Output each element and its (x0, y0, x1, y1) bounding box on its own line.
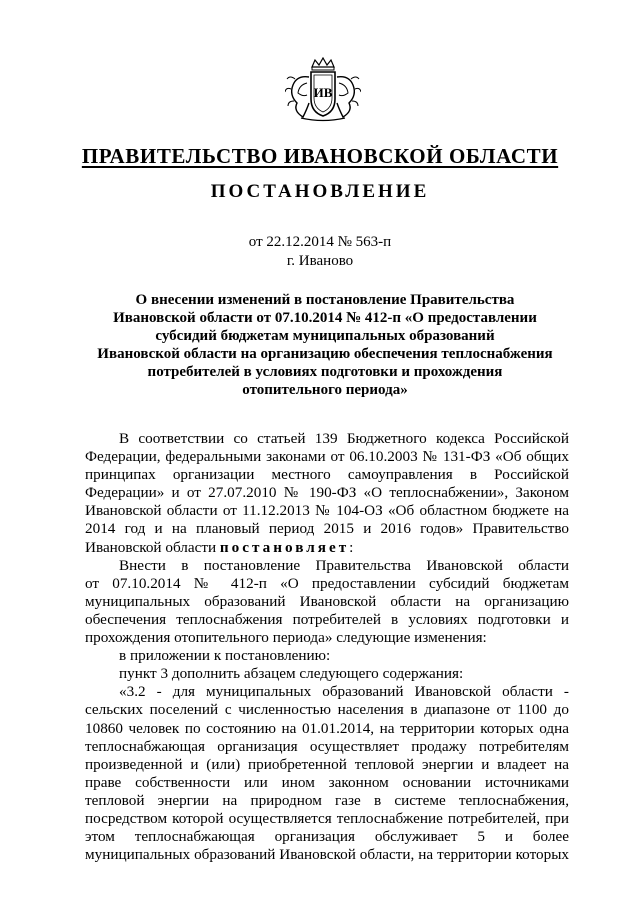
body-line: 2014 год и на плановый период 2015 и 2016 годов» Правительство (85, 520, 569, 538)
document-subject (90, 291, 560, 400)
body-line: обеспечения теплоснабжения потребителей в условиях подготовки и (85, 610, 569, 628)
subject-line: субсидий бюджетам муниципальных образований (155, 328, 495, 345)
preamble-last-prefix: Ивановской области (85, 538, 220, 556)
body-line: муниципальных образований Ивановской области на организацию (85, 592, 569, 610)
body-line: тепловой энергии на природном газе в системе теплоснабжения, (85, 791, 569, 809)
body-line: муниципальных образований Ивановской области, на территории которых (85, 846, 569, 864)
decree-word: постановляет (219, 538, 350, 556)
body-line: этом теплоснабжающая организация обслуживает 5 и более (85, 828, 569, 846)
body-line: произведенной и (или) приобретенной тепловой энергии и владеет на (85, 755, 569, 773)
body-line: от 07.10.2014 № 412-п «О предоставлении субсидий бюджетам (85, 574, 569, 592)
city: г. Иваново (286, 253, 354, 269)
body-line: теплоснабжающая организация осуществляет продажу потребителям (85, 737, 569, 755)
body-line: прохождения отопительного периода» следующие изменения: (85, 629, 487, 647)
body-line: в приложении к постановлению: (119, 647, 331, 665)
body-line: Внести в постановление Правительства Ивановской области (119, 556, 569, 574)
body-line: В соответствии со статьей 139 Бюджетного кодекса Российской (119, 430, 569, 447)
document-type-title: ПОСТАНОВЛЕНИЕ (210, 181, 430, 202)
body-line (85, 539, 569, 557)
body-line: праве собственности или ином законном основании источниками (85, 773, 569, 791)
date-number: от 22.12.2014 № 563-п (248, 234, 392, 250)
body-line: посредством которой осуществляется теплоснабжение потребителей, при (85, 809, 569, 827)
body-line: пункт 3 дополнить абзацем следующего содержания: (119, 665, 464, 683)
body-line: принципах организации местного самоуправления в Российской (85, 466, 569, 484)
body-line: Ивановской области от 11.12.2013 № 104-ОЗ «Об областном бюджете на (85, 502, 569, 520)
subject-line: О внесении изменений в постановление Правительства (135, 292, 515, 308)
subject-line: Ивановской области на организацию обеспечения теплоснабжения (97, 346, 553, 363)
document-body (85, 430, 569, 864)
coat-of-arms-emblem (285, 57, 361, 123)
body-line: сельских поселений с численностью населения в диапазоне от 1100 до (85, 701, 569, 719)
body-line: «3.2 - для муниципальных образований Ивановской области - (119, 683, 569, 701)
decree-colon: : (349, 538, 354, 556)
emblem-letters: ИВ (313, 85, 333, 100)
document-meta (0, 233, 640, 271)
body-line: 10860 человек по состоянию на 01.01.2014, на территории которых одна (85, 719, 569, 737)
body-line: Федерации, федеральными законами от 06.10.2003 № 131-ФЗ «Об общих (85, 448, 569, 466)
government-title: ПРАВИТЕЛЬСТВО ИВАНОВСКОЙ ОБЛАСТИ (81, 144, 559, 168)
subject-line: Ивановской области от 07.10.2014 № 412-п «О предоставлении (113, 310, 537, 327)
body-line: Федерации» и от 27.07.2010 № 190-ФЗ «О теплоснабжении», Законом (85, 484, 569, 502)
subject-line: потребителей в условиях подготовки и прохождения (147, 364, 503, 381)
subject-line: отопительного периода» (242, 382, 408, 399)
